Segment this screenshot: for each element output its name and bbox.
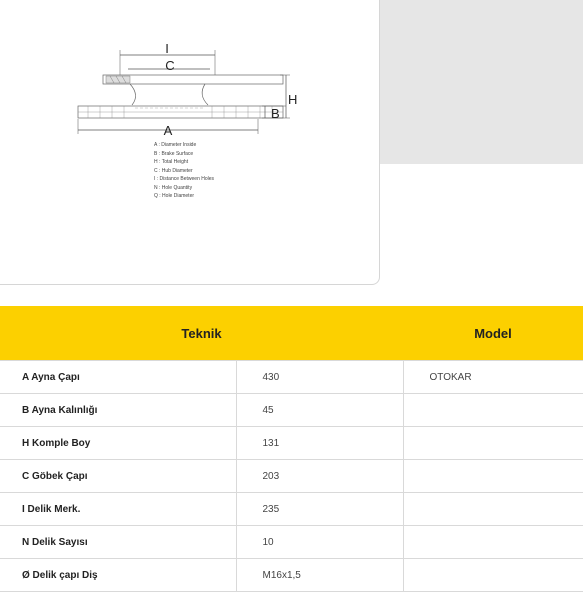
row-model	[403, 394, 583, 427]
dim-label-c: C	[165, 58, 175, 73]
row-model	[403, 427, 583, 460]
table-row	[0, 559, 583, 592]
row-value: 131	[236, 427, 403, 460]
row-label: Ø Delik çapı Diş	[0, 559, 236, 592]
row-label: N Delik Sayısı	[0, 526, 236, 559]
row-value: 10	[236, 526, 403, 559]
row-value: 45	[236, 394, 403, 427]
header-teknik: Teknik	[0, 306, 403, 361]
row-model	[403, 460, 583, 493]
legend-line: I : Distance Between Holes	[154, 176, 215, 182]
header-model: Model	[403, 306, 583, 361]
row-label: H Komple Boy	[0, 427, 236, 460]
row-value: 203	[236, 460, 403, 493]
legend-line: N : Hole Quantity	[154, 185, 193, 191]
table-header-row	[0, 306, 583, 361]
dim-label-b: B	[271, 106, 280, 121]
dim-label-a: A	[163, 123, 173, 138]
row-label: A Ayna Çapı	[0, 361, 236, 394]
legend-line: A : Diameter Inside	[154, 142, 197, 148]
table-row	[0, 460, 583, 493]
table-row	[0, 493, 583, 526]
legend-line: B : Brake Surface	[154, 151, 194, 157]
row-value: 235	[236, 493, 403, 526]
row-model	[403, 493, 583, 526]
row-label: I Delik Merk.	[0, 493, 236, 526]
row-label: C Göbek Çapı	[0, 460, 236, 493]
table-row	[0, 361, 583, 394]
hub-neck	[130, 84, 208, 105]
row-label: B Ayna Kalınlığı	[0, 394, 236, 427]
legend-line: C : Hub Diameter	[154, 168, 193, 174]
row-model	[403, 559, 583, 592]
image-placeholder-panel	[380, 0, 583, 164]
dim-label-h: H	[288, 92, 298, 107]
table-row	[0, 394, 583, 427]
dim-label-i: I	[165, 41, 169, 56]
row-model	[403, 526, 583, 559]
row-value: M16x1,5	[236, 559, 403, 592]
table-row	[0, 526, 583, 559]
legend-line: Q : Hole Diameter	[154, 193, 195, 199]
brake-disc-diagram	[0, 0, 380, 285]
table-row	[0, 427, 583, 460]
row-value: 430	[236, 361, 403, 394]
row-model: OTOKAR	[403, 361, 583, 394]
spec-table	[0, 306, 583, 592]
legend-line: H : Total Height	[154, 159, 189, 165]
